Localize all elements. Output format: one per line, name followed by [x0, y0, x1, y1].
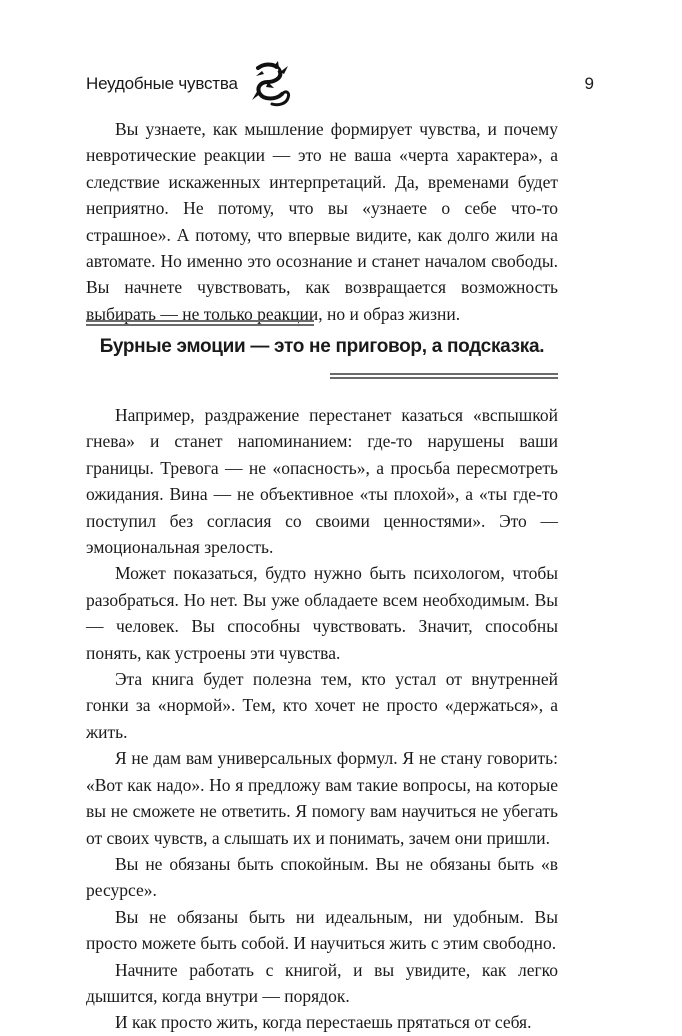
dragon-icon — [244, 60, 294, 110]
paragraph: Эта книга будет полезна тем, кто устал от внутренней гонки за «нормой». Тем, кто хочет не просто «держаться», а жить. — [86, 669, 558, 742]
intro-paragraph: Вы узнаете, как мышление формирует чувства, и почему невротические реакции — это не ваша «черта характера», а следствие искаженных интерпретаций. Да, временами будет неприятно. Не потому, что вы «узнаете о себе что-то страшное». А потому, что впервые видите, как долго жили на автомате. Но именно это осознание и станет началом свободы. Вы начнете чувствовать, как возвращается возможность выбирать — не только реакции, но и образ жизни. — [86, 119, 558, 324]
running-title: Неудобные чувства — [86, 74, 238, 93]
paragraph: Начните работать с книгой, и вы увидите, как легко дышится, когда внутри — порядок. — [86, 959, 558, 1006]
page-number: 9 — [584, 74, 594, 93]
paragraph: И как просто жить, когда перестаешь прятаться от себя. — [115, 1012, 532, 1033]
paragraph: Вы не обязаны быть ни идеальным, ни удобным. Вы просто можете быть собой. И научиться жить с этим свободно. — [86, 906, 558, 954]
paragraph: Например, раздражение перестанет казаться «вспышкой гнева» и станет напоминанием: где-то нарушены ваши границы. Тревога — не «опасность», а просьба пересмотреть ожидания. Вина — не объективное «ты плохой», а «ты где-то поступил без согласия со своими ценностями». Это — эмоциональная зрелость. — [86, 405, 558, 558]
paragraph: Я не дам вам универсальных формул. Я не стану говорить: «Вот как надо». Но я предложу вам такие вопросы, на которые вы не сможете не ответить. Я помогу вам научиться не убегать от своих чувств, а слышать их и понимать, зачем они пришли. — [86, 748, 558, 848]
intro-text — [86, 116, 558, 327]
main-text — [86, 402, 558, 1036]
paragraph: Вы не обязаны быть спокойным. Вы не обязаны быть «в ресурсе». — [86, 853, 558, 901]
page-header — [86, 60, 596, 110]
callout-rule-bottom — [330, 373, 558, 379]
callout-rule-top — [86, 320, 314, 326]
paragraph: Может показаться, будто нужно быть психологом, чтобы разобраться. Но нет. Вы уже обладаете всем необходимым. Вы — человек. Вы способны чувствовать. Значит, способны понять, как устроены эти чувства. — [86, 563, 558, 663]
callout-quote: Бурные эмоции — это не приговор, а подсказка. — [99, 336, 545, 357]
